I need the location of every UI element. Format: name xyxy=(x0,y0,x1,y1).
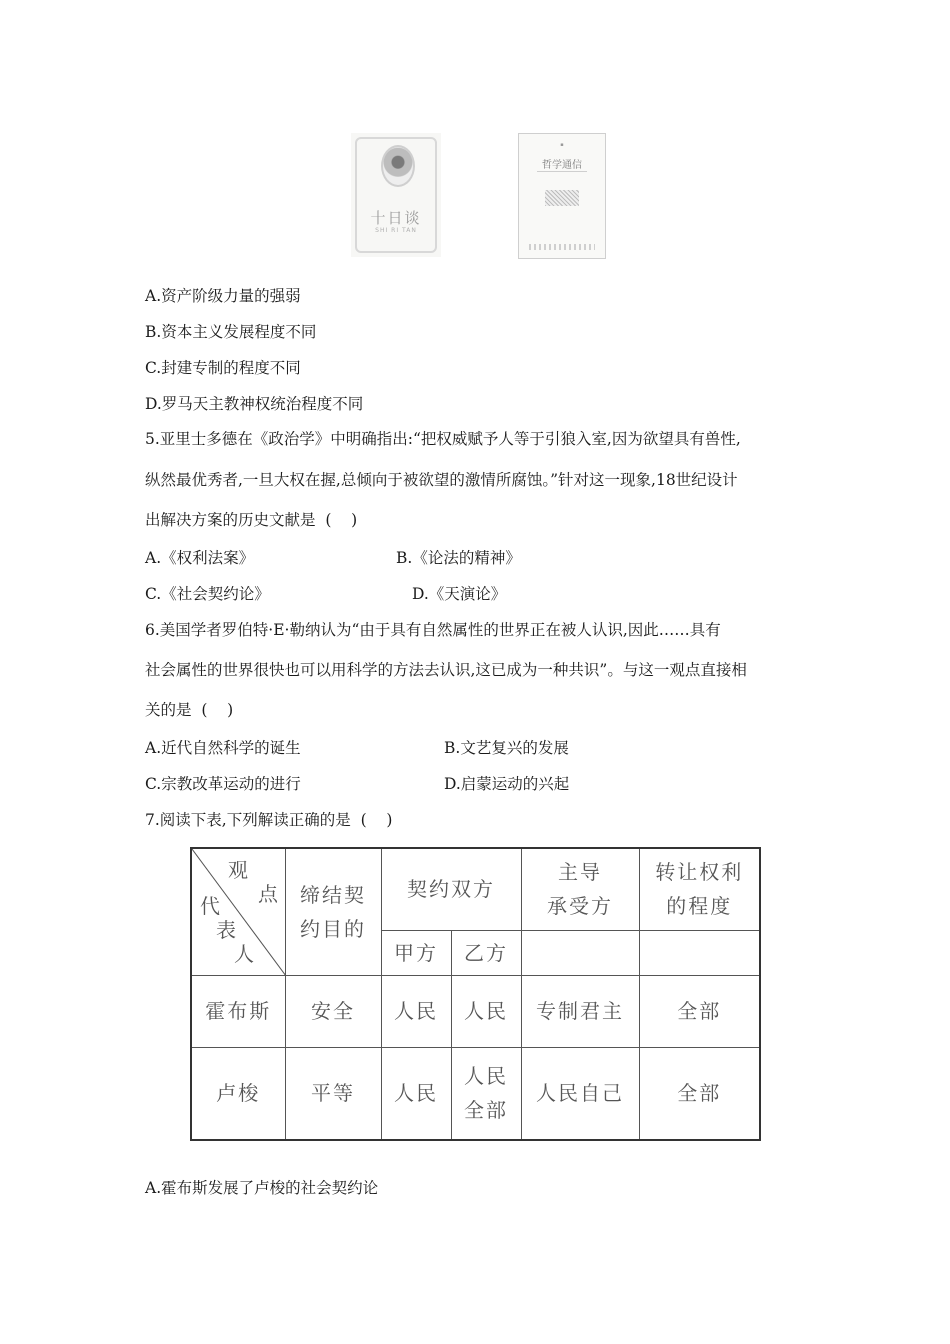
q6-option-c: C.宗教改革运动的进行 xyxy=(145,775,301,793)
q7-option-a: A.霍布斯发展了卢梭的社会契约论 xyxy=(145,1179,379,1197)
q6-option-b: B.文艺复兴的发展 xyxy=(444,739,569,757)
q6-stem-line-1: 6.美国学者罗伯特·E·勒纳认为“由于具有自然属性的世界正在被人认识,因此……具有 xyxy=(145,621,721,639)
q4-option-b: B.资本主义发展程度不同 xyxy=(145,323,317,341)
book2-title: 哲学通信 xyxy=(542,160,582,171)
cell-bearer: 专制君主 xyxy=(521,975,639,1047)
cell-degree: 全部 xyxy=(639,975,760,1047)
cell-bearer: 人民自己 xyxy=(521,1047,639,1140)
book1-subtitle: SHI RI TAN xyxy=(375,227,417,234)
header-leading-bearer-line-2: 承受方 xyxy=(547,894,613,919)
portrait-oval xyxy=(381,145,415,187)
table-row xyxy=(191,1047,760,1140)
q5-stem-line-1: 5.亚里士多德在《政治学》中明确指出:“把权威赋予人等于引狼入室,因为欲望具有兽性, xyxy=(145,430,741,448)
cell-party-b xyxy=(451,1047,521,1140)
header-leading-bearer-line-1: 主导 xyxy=(558,860,602,885)
header-contract-parties: 契约双方 xyxy=(381,848,521,930)
header-leading-bearer xyxy=(521,848,639,930)
cell-degree: 全部 xyxy=(639,1047,760,1140)
diag-header-top-1: 观 xyxy=(228,858,250,882)
header-empty-cell xyxy=(521,930,639,975)
header-rights-transfer-degree xyxy=(639,848,760,930)
cell-party-b-line-1: 人民 xyxy=(464,1064,508,1089)
header-rights-transfer-degree-line-2: 的程度 xyxy=(666,894,733,919)
cover-illustration xyxy=(545,190,579,206)
diag-header-bottom-3: 人 xyxy=(234,942,256,966)
q6-stem-line-3: 关的是 ( ) xyxy=(145,701,234,719)
header-party-b: 乙方 xyxy=(451,930,521,975)
diag-header-top-2: 点 xyxy=(258,882,280,906)
diag-header-bottom-2: 表 xyxy=(216,918,238,942)
book1-title: 十日谈 xyxy=(370,209,422,227)
table-diagonal-header-cell xyxy=(191,848,285,975)
cell-person: 卢梭 xyxy=(191,1047,285,1140)
q5-option-c: C.《社会契约论》 xyxy=(145,585,270,603)
cell-person: 霍布斯 xyxy=(191,975,285,1047)
q5-option-d: D.《天演论》 xyxy=(412,585,507,603)
header-contract-purpose-line-1: 缔结契 xyxy=(300,882,366,907)
q5-option-a: A.《权利法案》 xyxy=(145,549,255,567)
cell-party-b-line-2: 全部 xyxy=(464,1098,508,1123)
q6-option-d: D.启蒙运动的兴起 xyxy=(444,775,570,793)
header-contract-purpose xyxy=(285,848,381,975)
decameron-book-cover-image xyxy=(351,133,441,257)
q4-option-a: A.资产阶级力量的强弱 xyxy=(145,287,301,305)
cell-party-b: 人民 xyxy=(451,975,521,1047)
cell-party-a: 人民 xyxy=(381,975,451,1047)
header-empty-cell xyxy=(639,930,760,975)
cell-purpose: 平等 xyxy=(285,1047,381,1140)
header-contract-purpose-line-2: 约目的 xyxy=(300,916,366,941)
q4-option-c: C.封建专制的程度不同 xyxy=(145,359,301,377)
cell-purpose: 安全 xyxy=(285,975,381,1047)
header-party-a: 甲方 xyxy=(381,930,451,975)
q5-stem-line-2: 纵然最优秀者,一旦大权在握,总倾向于被欲望的激情所腐蚀。”针对这一现象,18世纪设计 xyxy=(145,471,738,489)
q5-option-b: B.《论法的精神》 xyxy=(396,549,521,567)
philosophical-letters-book-cover-image xyxy=(518,133,606,259)
cell-party-a: 人民 xyxy=(381,1047,451,1140)
q6-stem-line-2: 社会属性的世界很快也可以用科学的方法去认识,这已成为一种共识”。与这一观点直接相 xyxy=(145,661,747,679)
contract-theory-table xyxy=(190,847,761,1141)
book2-series-mark: ▪ xyxy=(560,142,564,148)
q5-stem-line-3: 出解决方案的历史文献是 ( ) xyxy=(145,511,358,529)
diag-header-bottom-1: 代 xyxy=(200,894,222,918)
q4-option-d: D.罗马天主教神权统治程度不同 xyxy=(145,395,364,413)
table-row xyxy=(191,975,760,1047)
header-rights-transfer-degree-line-1: 转让权利 xyxy=(655,860,744,885)
q6-option-a: A.近代自然科学的诞生 xyxy=(145,739,301,757)
q7-stem: 7.阅读下表,下列解读正确的是 ( ) xyxy=(145,811,393,829)
cover-rule xyxy=(537,171,587,172)
cover-footer-pattern xyxy=(529,244,595,250)
